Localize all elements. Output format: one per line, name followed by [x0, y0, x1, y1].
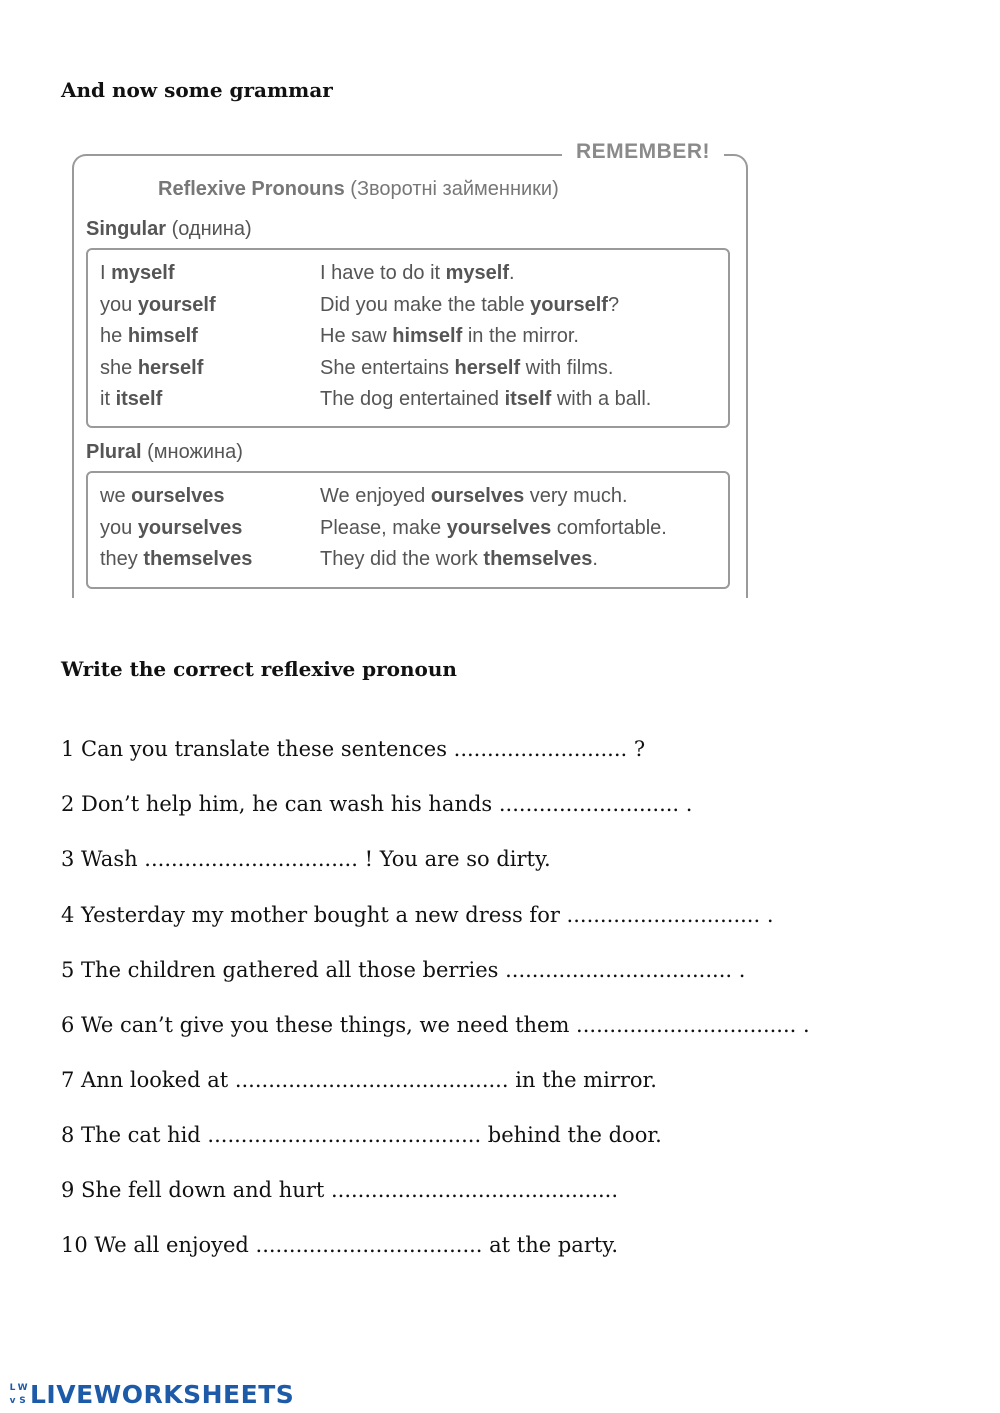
title-ua: (Зворотні займенники)	[350, 178, 559, 200]
sentence-part: comfortable.	[551, 516, 667, 539]
liveworksheets-logo-icon: L W v S	[9, 1382, 28, 1406]
example-row	[100, 357, 728, 389]
example-row	[100, 388, 728, 420]
sentence-part: Did you make the table	[320, 293, 531, 316]
singular-examples-box	[86, 248, 730, 428]
sentence-part: in the mirror.	[462, 325, 579, 347]
pronoun-subject: he	[100, 325, 128, 347]
question-6[interactable]: 6 We can’t give you these things, we need them ................................. .	[61, 1013, 810, 1037]
sentence-part: The dog entertained	[320, 388, 505, 410]
sentence-reflexive: himself	[392, 325, 463, 347]
sentence-part: .	[592, 548, 598, 570]
question-5[interactable]: 5 The children gathered all those berries .................................. .	[61, 958, 746, 982]
question-9[interactable]: 9 She fell down and hurt ...........................................	[61, 1178, 619, 1202]
pronoun-reflexive: herself	[137, 356, 204, 379]
pronoun-reflexive: ourselves	[131, 485, 225, 507]
sentence-part: They did the work	[320, 548, 484, 570]
reflexive-pronouns-title	[158, 178, 559, 201]
pronoun-reflexive: yourselves	[137, 516, 243, 539]
pronoun-subject: you	[100, 293, 138, 316]
example-row	[100, 262, 728, 294]
remember-box	[72, 140, 748, 598]
sentence-reflexive: yourselves	[446, 516, 552, 539]
example-row	[100, 325, 728, 357]
liveworksheets-logo[interactable]	[8, 1380, 294, 1409]
question-7[interactable]: 7 Ann looked at ......................................... in the mirror.	[61, 1068, 657, 1092]
pronoun-reflexive: itself	[115, 388, 163, 410]
logo-text: LIVEWORKSHEETS	[30, 1380, 295, 1409]
sentence-reflexive: itself	[504, 388, 552, 410]
singular-title-en: Singular	[86, 218, 167, 240]
pronoun-subject: she	[100, 356, 138, 379]
singular-title	[86, 218, 252, 241]
sentence-part: very much.	[524, 485, 628, 507]
pronoun-reflexive: themselves	[143, 548, 253, 570]
plural-examples-box	[86, 471, 730, 589]
title-en: Reflexive Pronouns	[158, 178, 345, 200]
plural-title-ua: (множина)	[147, 441, 243, 463]
grammar-heading: And now some grammar	[61, 78, 333, 102]
sentence-part: .	[509, 262, 515, 284]
example-row	[100, 517, 728, 549]
pronoun-subject: I	[100, 262, 112, 284]
example-row	[100, 485, 728, 517]
pronoun-reflexive: yourself	[137, 293, 216, 316]
question-4[interactable]: 4 Yesterday my mother bought a new dress for ............................. .	[61, 903, 774, 927]
sentence-part: I have to do it	[320, 262, 446, 284]
question-1[interactable]: 1 Can you translate these sentences .......................... ?	[61, 737, 646, 761]
exercise-heading: Write the correct reflexive pronoun	[61, 657, 457, 681]
question-2[interactable]: 2 Don’t help him, he can wash his hands ........................... .	[61, 792, 693, 816]
example-row	[100, 548, 728, 580]
question-8[interactable]: 8 The cat hid ......................................... behind the door.	[61, 1123, 662, 1147]
sentence-part: He saw	[320, 325, 393, 347]
sentence-reflexive: yourself	[530, 293, 608, 316]
question-3[interactable]: 3 Wash ................................ ! You are so dirty.	[61, 847, 551, 871]
example-row	[100, 294, 728, 326]
singular-title-ua: (однина)	[171, 218, 252, 240]
sentence-reflexive: themselves	[483, 548, 593, 570]
sentence-reflexive: ourselves	[430, 485, 525, 507]
sentence-part: We enjoyed	[320, 485, 431, 507]
pronoun-subject: they	[100, 548, 144, 570]
remember-label: REMEMBER!	[562, 140, 724, 164]
plural-title-en: Plural	[86, 441, 142, 463]
pronoun-subject: we	[100, 485, 132, 507]
plural-title	[86, 441, 243, 464]
question-10[interactable]: 10 We all enjoyed .................................. at the party.	[61, 1233, 619, 1257]
pronoun-subject: you	[100, 516, 138, 539]
sentence-part: Please, make	[320, 516, 447, 539]
pronoun-reflexive: himself	[127, 325, 198, 347]
sentence-part: with a ball.	[551, 388, 652, 410]
pronoun-subject: it	[100, 388, 116, 410]
pronoun-reflexive: myself	[111, 262, 175, 284]
sentence-part: with films.	[520, 356, 614, 379]
sentence-part: ?	[607, 293, 620, 316]
sentence-reflexive: herself	[454, 356, 521, 379]
sentence-reflexive: myself	[445, 262, 510, 284]
sentence-part: She entertains	[320, 356, 455, 379]
